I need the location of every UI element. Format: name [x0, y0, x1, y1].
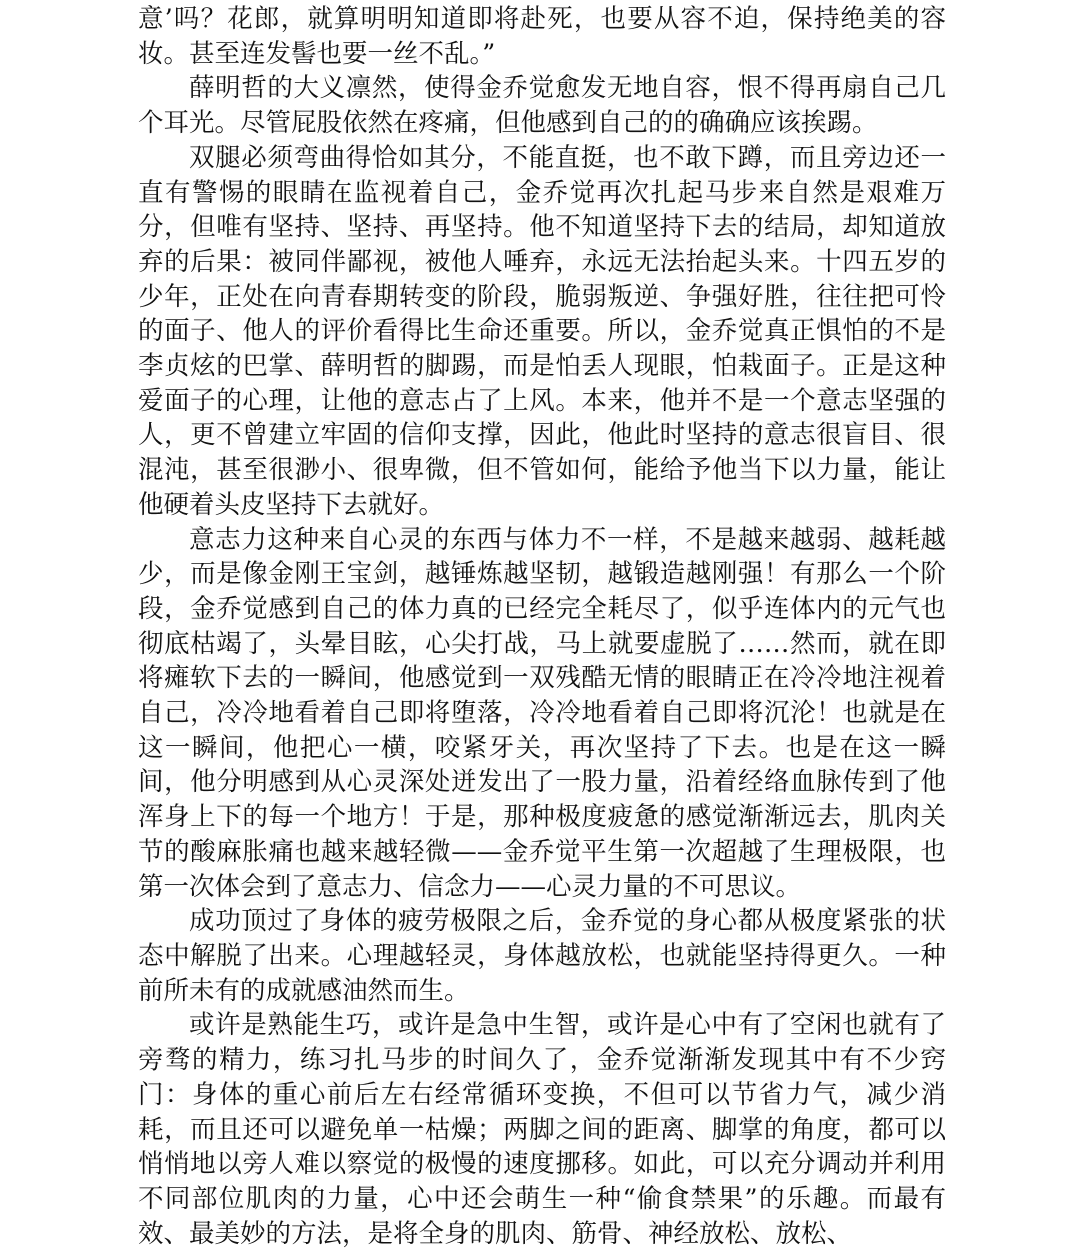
- book-page: [138, 2, 946, 1251]
- paragraph: 成功顶过了身体的疲劳极限之后，金乔觉的身心都从极度紧张的状态中解脱了出来。心理越轻灵，身体越放松，也就能坚持得更久。一种前所未有的成就感油然而生。: [138, 906, 946, 1006]
- paragraph-continued: 意’吗？花郎，就算明明知道即将赴死，也要从容不迫，保持绝美的容妆。甚至连发髻也要一丝不乱。”: [138, 4, 946, 69]
- paragraph: 薛明哲的大义凛然，使得金乔觉愈发无地自容，恨不得再扇自己几个耳光。尽管屁股依然在疼痛，但他感到自己的的确确应该挨踢。: [138, 73, 946, 139]
- paragraph: 意志力这种来自心灵的东西与体力不一样，不是越来越弱、越耗越少，而是像金刚王宝剑，越锤炼越坚韧，越锻造越刚强！有那么一个阶段，金乔觉感到自己的体力真的已经完全耗尽了，似乎连体内的元气也彻底枯竭了，头晕目眩，心尖打战，马上就要虚脱了……然而，就在即将瘫软下去的一瞬间，他感觉到一双残酷无情的眼睛正在冷冷地注视着自己，冷冷地看着自己即将堕落，冷冷地看着自己即将沉沦！也就是在这一瞬间，他把心一横，咬紧牙关，再次坚持了下去。也是在这一瞬间，他分明感到从心灵深处迸发出了一股力量，沿着经络血脉传到了他浑身上下的每一个地方！于是，那种极度疲惫的感觉渐渐远去，肌肉关节的酸麻胀痛也越来越轻微——金乔觉平生第一次超越了生理极限，也第一次体会到了意志力、信念力——心灵力量的不可思议。: [138, 524, 946, 902]
- paragraph: 或许是熟能生巧，或许是急中生智，或许是心中有了空闲也就有了旁骛的精力，练习扎马步的时间久了，金乔觉渐渐发现其中有不少窍门：身体的重心前后左右经常循环变换，不但可以节省力气，减少消耗，而且还可以避免单一枯燥；两脚之间的距离、脚掌的角度，都可以悄悄地以旁人难以察觉的极慢的速度挪移。如此，可以充分调动并利用不同部位肌肉的力量，心中还会萌生一种“偷食禁果”的乐趣。而最有效、最美妙的方法，是将全身的肌肉、筋骨、神经放松、放松、: [138, 1010, 946, 1249]
- paragraph: 双腿必须弯曲得恰如其分，不能直挺，也不敢下蹲，而且旁边还一直有警惕的眼睛在监视着自己，金乔觉再次扎起马步来自然是艰难万分，但唯有坚持、坚持、再坚持。他不知道坚持下去的结局，却知道放弃的后果：被同伴鄙视，被他人唾弃，永远无法抬起头来。十四五岁的少年，正处在向青春期转变的阶段，脆弱叛逆、争强好胜，往往把可怜的面子、他人的评价看得比生命还重要。所以，金乔觉真正惧怕的不是李贞炫的巴掌、薛明哲的脚踢，而是怕丢人现眼，怕栽面子。正是这种爱面子的心理，让他的意志占了上风。本来，他并不是一个意志坚强的人，更不曾建立牢固的信仰支撑，因此，他此时坚持的意志很盲目、很混沌，甚至很渺小、很卑微，但不管如何，能给予他当下以力量，能让他硬着头皮坚持下去就好。: [138, 142, 946, 520]
